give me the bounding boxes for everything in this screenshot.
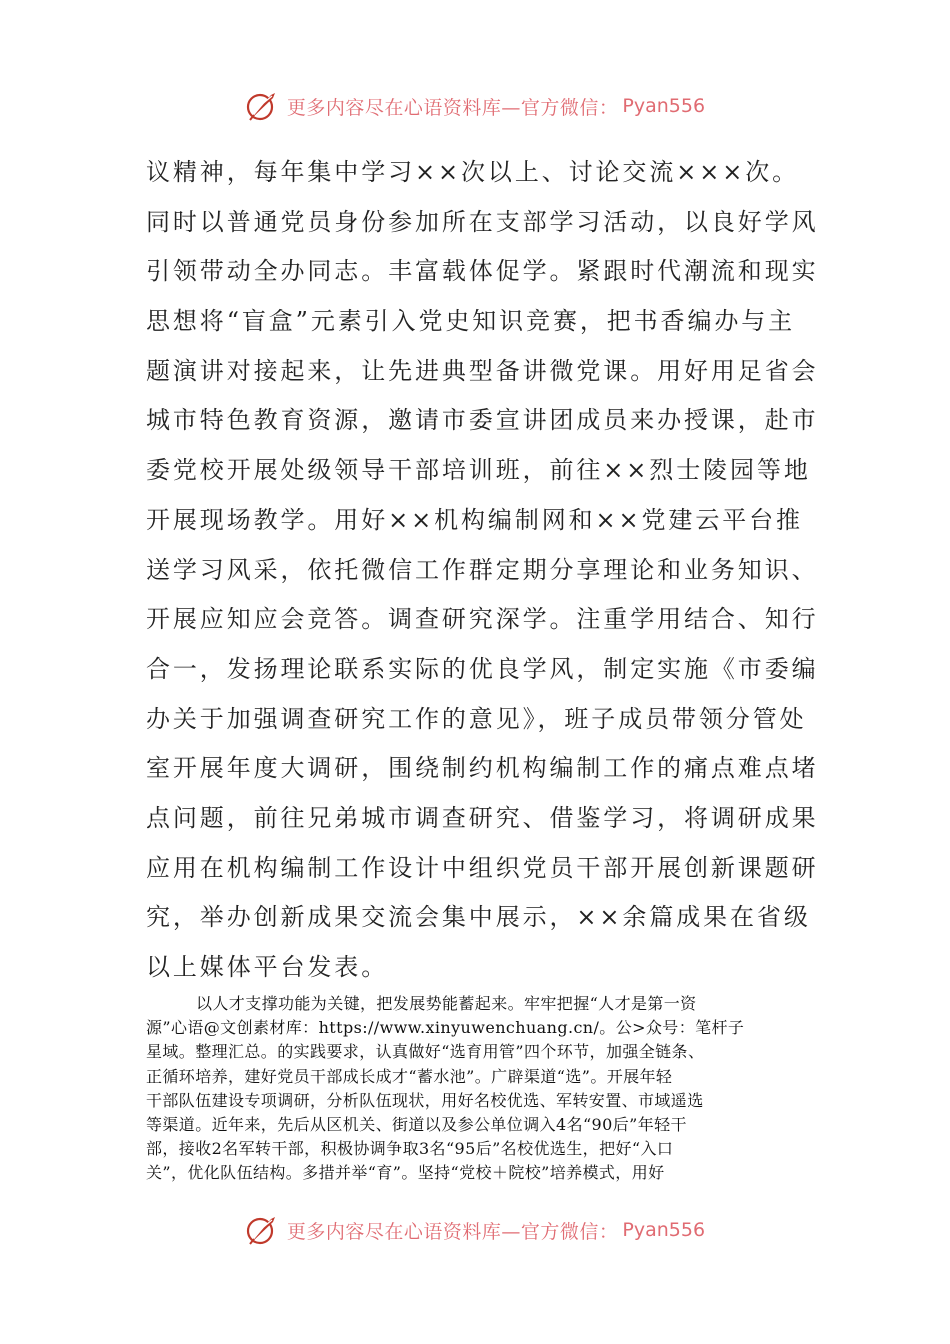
body-line: 城市特色教育资源，邀请市委宣讲团成员来办授课，赴市 xyxy=(146,406,819,435)
body-line: 同时以普通党员身份参加所在支部学习活动，以良好学风 xyxy=(146,207,819,236)
body-line: 应用在机构编制工作设计中组织党员干部开展创新课题研 xyxy=(146,853,819,882)
watermark-banner-bottom xyxy=(0,1210,950,1250)
body-line: 引领带动全办同志。丰富载体促学。紧跟时代潮流和现实 xyxy=(146,257,819,286)
body-line: 办关于加强调查研究工作的意见》，班子成员带领分管处 xyxy=(146,704,807,733)
watermark-wechat-id: Pyan556 xyxy=(622,1219,706,1241)
small-line: 源”心语@文创素材库：https://www.xinyuwenchuang.cn/。公>众号：笔杆子 xyxy=(146,1018,745,1038)
body-line: 思想将“盲盒”元素引入党史知识竞赛，把书香编办与主 xyxy=(146,307,796,336)
body-line: 以上媒体平台发表。 xyxy=(146,953,389,981)
watermark-text: 更多内容尽在心语资料库—官方微信： xyxy=(286,96,619,119)
small-line: 部，接收2名军转干部，积极协调争取3名“95后”名校优选生，把好“入口 xyxy=(146,1139,674,1159)
small-line: 等渠道。近年来，先后从区机关、街道以及参公单位调入4名“90后”年轻干 xyxy=(146,1114,687,1134)
body-line: 题演讲对接起来，让先进典型备讲微党课。用好用足省会 xyxy=(146,356,819,385)
body-line: 开展现场教学。用好××机构编制网和××党建云平台推 xyxy=(146,505,803,534)
small-line: 以人才支撑功能为关键，把发展势能蓄起来。牢牢把握“人才是第一资 xyxy=(196,994,697,1013)
watermark-wechat-id: Pyan556 xyxy=(622,95,706,117)
small-line: 干部队伍建设专项调研，分析队伍现状，用好名校优选、军转安置、市域遥选 xyxy=(146,1090,704,1110)
body-line: 究，举办创新成果交流会集中展示，××余篇成果在省级 xyxy=(146,903,811,932)
watermark-text: 更多内容尽在心语资料库—官方微信： xyxy=(286,1220,619,1243)
body-line: 室开展年度大调研，围绕制约机构编制工作的痛点难点堵 xyxy=(146,754,819,783)
watermark-banner-top xyxy=(0,86,950,126)
main-body-text xyxy=(146,148,819,993)
small-line: 正循环培养，建好党员干部成长成才“蓄水池”。广辟渠道“选”。开展年轻 xyxy=(146,1066,673,1086)
body-line: 合一，发扬理论联系实际的优良学风，制定实施《市委编 xyxy=(146,654,819,683)
body-line: 送学习风采，依托微信工作群定期分享理论和业务知识、 xyxy=(146,555,819,584)
body-line: 点问题，前往兄弟城市调查研究、借鉴学习，将调研成果 xyxy=(146,803,819,832)
feather-pen-logo-icon xyxy=(245,1213,279,1247)
feather-pen-logo-icon xyxy=(245,89,279,123)
body-line: 议精神，每年集中学习××次以上、讨论交流×××次。 xyxy=(146,158,800,186)
small-line: 星域。整理汇总。的实践要求，认真做好“选育用管”四个环节，加强全链条、 xyxy=(146,1042,705,1062)
body-line: 委党校开展处级领导干部培训班，前往××烈士陵园等地 xyxy=(146,456,811,485)
small-paragraph xyxy=(146,992,806,1186)
small-line: 关”，优化队伍结构。多措并举“育”。坚持“党校＋院校”培养模式，用好 xyxy=(146,1163,665,1183)
body-line: 开展应知应会竞答。调查研究深学。注重学用结合、知行 xyxy=(146,605,819,634)
